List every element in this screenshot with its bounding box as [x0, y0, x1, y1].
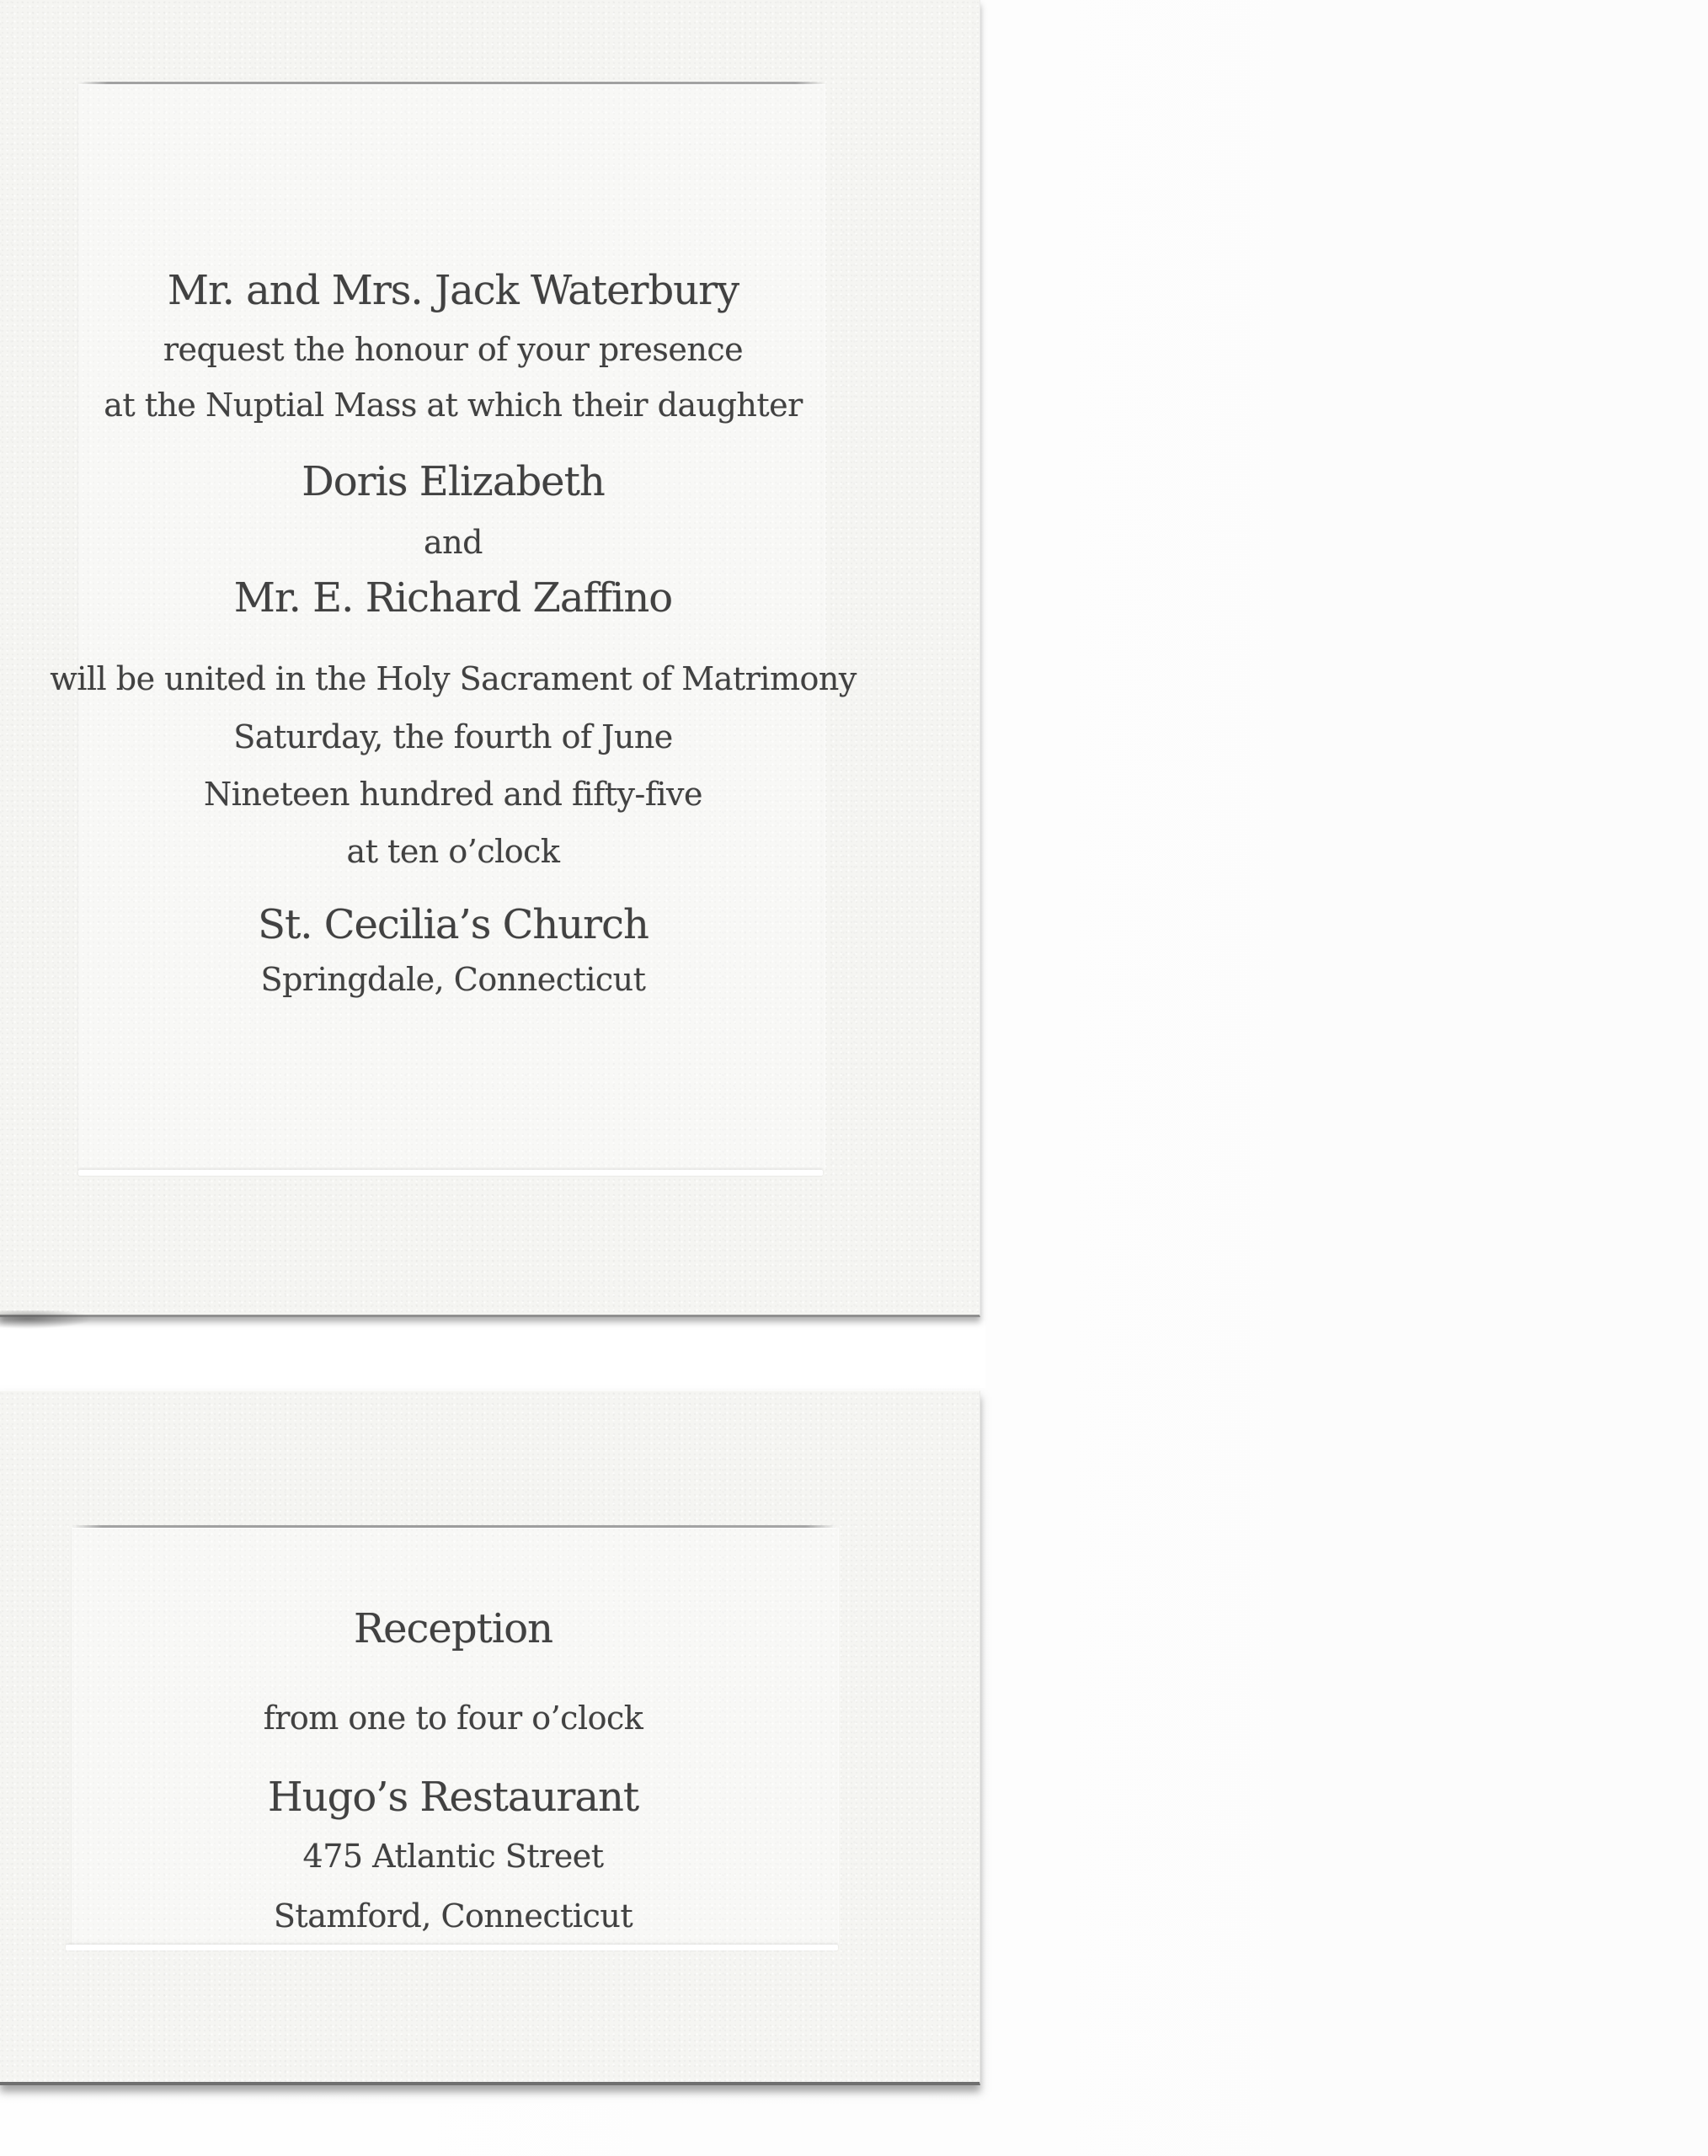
invitation-nuptial-mass-line: at the Nuptial Mass at which their daughter — [104, 387, 803, 424]
invitation-bride-name: Doris Elizabeth — [302, 458, 605, 505]
invitation-church-name: St. Cecilia’s Church — [258, 901, 649, 948]
reception-card — [0, 1390, 980, 2085]
invitation-request-line: request the honour of your presence — [163, 331, 744, 368]
reception-venue-name: Hugo’s Restaurant — [267, 1774, 639, 1821]
reception-venue-location: Stamford, Connecticut — [273, 1897, 633, 1935]
reception-title: Reception — [353, 1605, 552, 1652]
invitation-groom-name: Mr. E. Richard Zaffino — [233, 574, 673, 622]
reception-text-block — [0, 1391, 906, 2082]
invitation-matrimony-line: will be united in the Holy Sacrament of Matrimony — [50, 660, 857, 697]
invitation-conjunction-and: and — [424, 524, 483, 561]
reception-venue-address: 475 Atlantic Street — [302, 1838, 604, 1875]
invitation-date-line: Saturday, the fourth of June — [233, 718, 673, 755]
scanner-gap-highlight — [0, 1321, 985, 1388]
invitation-time-line: at ten o’clock — [346, 833, 560, 870]
invitation-year-line: Nineteen hundred and fifty-five — [203, 776, 703, 813]
invitation-corner-shadow — [0, 1310, 93, 1329]
invitation-card — [0, 0, 980, 1317]
reception-time-line: from one to four o’clock — [263, 1700, 643, 1737]
invitation-text-block — [0, 0, 906, 1315]
invitation-host-names: Mr. and Mrs. Jack Waterbury — [167, 267, 739, 314]
invitation-church-location: Springdale, Connecticut — [260, 961, 646, 998]
